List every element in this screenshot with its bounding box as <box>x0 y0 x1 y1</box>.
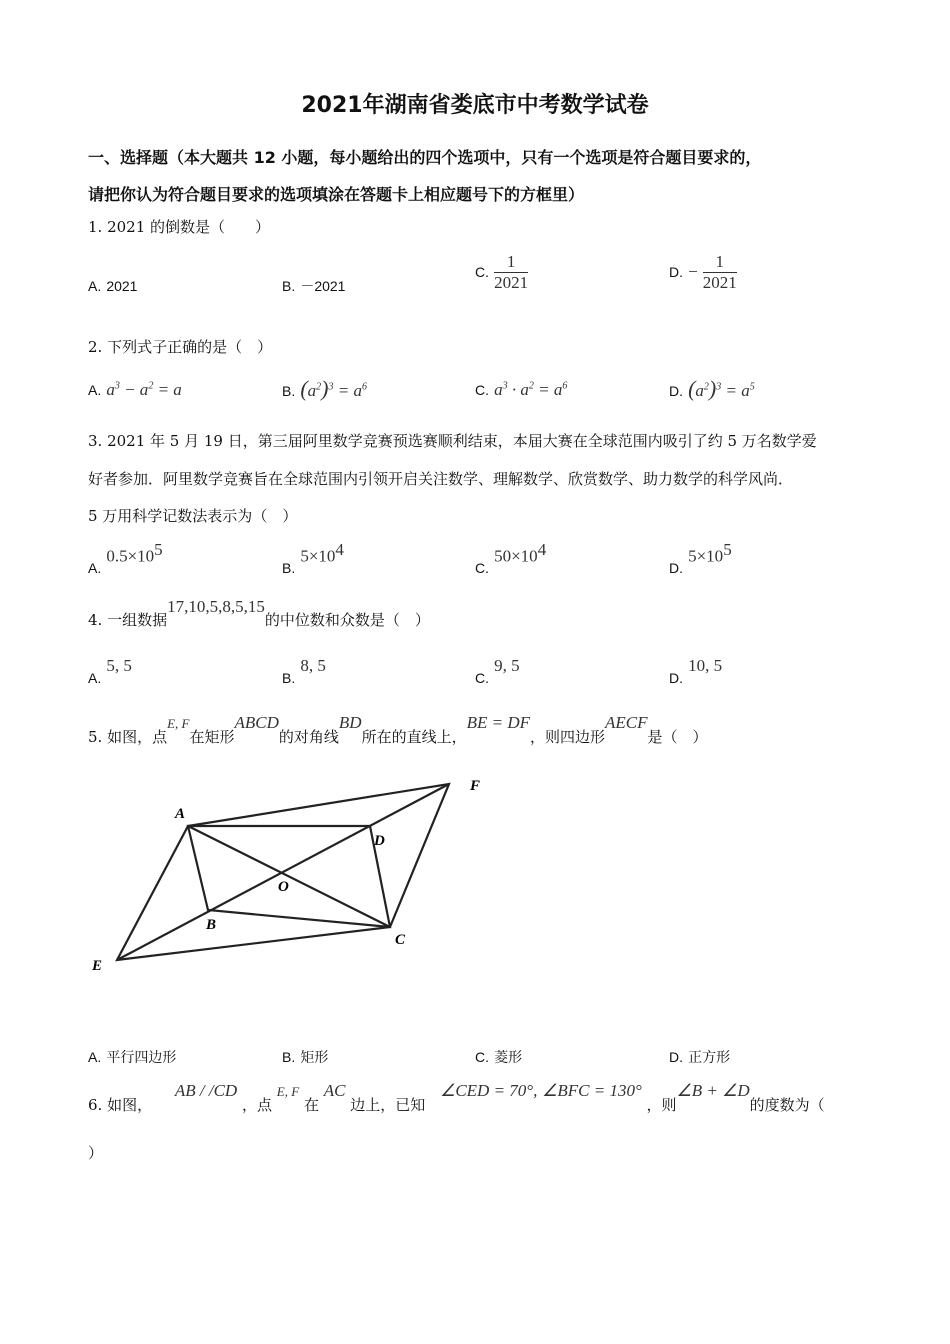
q5-option-b[interactable]: B. 矩形 <box>282 1049 329 1065</box>
label-o: O <box>278 879 289 895</box>
q4-stem: 4. 一组数据17,10,5,8,5,15的中位数和众数是（ ） <box>88 597 430 629</box>
fraction: $\frac{1}{2021}$ <box>702 252 737 292</box>
q3-option-a[interactable]: A. $0.5\times 10^5$ <box>88 540 163 577</box>
q5-option-a[interactable]: A. 平行四边形 <box>88 1049 177 1065</box>
q6-close-paren: ） <box>88 1144 104 1162</box>
q1-option-a[interactable]: A. 2021 <box>88 278 138 294</box>
q2-stem: 2. 下列式子正确的是（ ） <box>88 338 273 356</box>
q5-stem: 5. 如图，点E, F在矩形ABCD的对角线BD所在的直线上，BE = DF，则四边形AECF是（ ） <box>88 713 708 746</box>
q4-option-d[interactable]: D. 10, 5 <box>669 656 723 686</box>
label-d: D <box>374 833 385 849</box>
math-expression: $a^3 \cdot a^2 = a^6$ <box>494 380 568 399</box>
q1-stem: 1. 2021 的倒数是（ ） <box>88 218 271 236</box>
section-heading-line1: 一、选择题（本大题共 12 小题，每小题给出的四个选项中，只有一个选项是符合题目要求的， <box>88 148 762 167</box>
q1-option-d[interactable]: D. − $\frac{1}{2021}$ <box>669 252 737 292</box>
label-a: A <box>175 806 186 822</box>
q4-option-c[interactable]: C. 9, 5 <box>475 656 520 686</box>
q2-option-c[interactable]: C. $a^3 \cdot a^2 = a^6$ <box>475 380 568 399</box>
label-f: F <box>470 778 481 794</box>
q4-option-a[interactable]: A. 5, 5 <box>88 656 132 686</box>
math-expression: $a^3 - a^2 = a$ <box>106 380 182 399</box>
q4-option-b[interactable]: B. 8, 5 <box>282 656 326 686</box>
q3-line2: 好者参加．阿里数学竞赛旨在全球范围内引领开启关注数学、理解数学、欣赏数学、助力数学的科学风尚． <box>88 470 794 488</box>
label-e: E <box>92 958 103 974</box>
label-b: B <box>206 917 217 933</box>
q3-line3: 5 万用科学记数法表示为（ ） <box>88 507 298 525</box>
q2-option-b[interactable]: B. $(a^2)^3 = a^6$ <box>282 376 367 401</box>
q5-option-c[interactable]: C. 菱形 <box>475 1049 523 1065</box>
q3-option-b[interactable]: B. $5\times 10^4$ <box>282 540 344 577</box>
q1-option-b[interactable]: B. －2021 <box>282 278 346 294</box>
q6-stem: 6. 如图， AB / /CD ，点 E, F 在 AC 边上，已知 ∠CED = 70°, ∠BFC = 130° ，则∠B + ∠D的度数为（ <box>88 1081 825 1114</box>
section-heading-line2: 请把你认为符合题目要求的选项填涂在答题卡上相应题号下的方框里） <box>88 185 585 204</box>
q2-option-d[interactable]: D. $(a^2)^3 = a^5$ <box>669 376 755 401</box>
q2-option-a[interactable]: A. $a^3 - a^2 = a$ <box>88 380 182 399</box>
math-expression: $(a^2)^3 = a^5$ <box>688 376 755 401</box>
q3-option-d[interactable]: D. $5\times 10^5$ <box>669 540 732 577</box>
math-expression: $(a^2)^3 = a^6$ <box>300 376 367 401</box>
label-c: C <box>395 932 406 948</box>
fraction: $\frac{1}{2021}$ <box>494 252 529 292</box>
q3-line1: 3. 2021 年 5 月 19 日，第三届阿里数学竞赛预选赛顺利结束，本届大赛在全球范围内吸引了约 5 万名数学爱 <box>88 432 817 450</box>
page-title: 2021年湖南省娄底市中考数学试卷 <box>301 93 649 118</box>
q1-option-c[interactable]: C. $\frac{1}{2021}$ <box>475 252 529 292</box>
q3-option-c[interactable]: C. $50\times 10^4$ <box>475 540 547 577</box>
q5-option-d[interactable]: D. 正方形 <box>669 1049 731 1065</box>
